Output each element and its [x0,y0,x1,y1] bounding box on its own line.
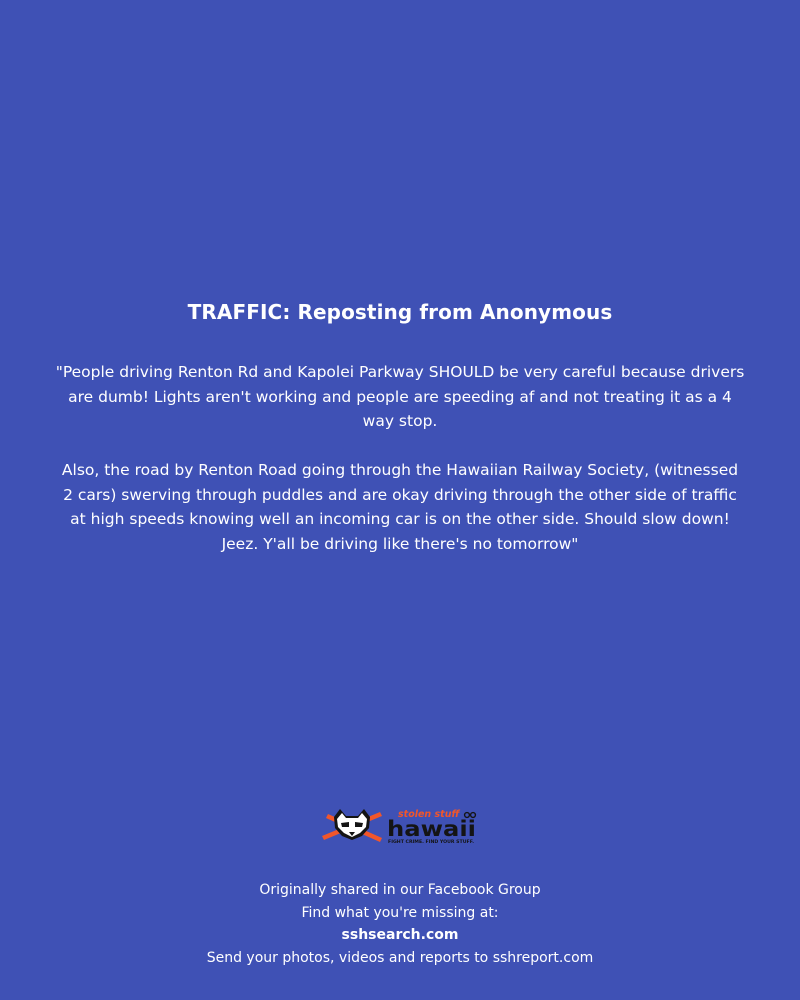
cat-mask-icon [322,809,382,842]
logo-main-text: hawaii [387,817,476,841]
logo-top-text: stolen stuff [398,809,460,820]
post-paragraph-2: Also, the road by Renton Road going through the Hawaiian Railway Society, (witnessed 2 cars) swerving through puddles and are okay driving through the other side of traffic at high speeds knowing well an incoming car is on the other side. Should slow down! Jeez. Y'all be driving like there's no tomorrow" [61,461,739,553]
footer-search-site: sshsearch.com [341,927,459,943]
post-title: TRAFFIC: Reposting from Anonymous [187,300,613,324]
post-body [55,360,745,581]
footer-find-prompt: Find what you're missing at: [301,904,499,921]
footer [0,879,800,969]
footer-origin-note: Originally shared in our Facebook Group [259,882,541,898]
footer-report-note: Send your photos, videos and reports to sshreport.com [206,949,594,966]
logo-tagline: FIGHT CRIME. FIND YOUR STUFF. [388,840,471,845]
stolen-stuff-hawaii-logo [322,806,480,846]
post-paragraph-1: "People driving Renton Rd and Kapolei Parkway SHOULD be very careful because drivers are dumb! Lights aren't working and people are speeding af and not treating it as a 4 way stop. [55,363,745,430]
